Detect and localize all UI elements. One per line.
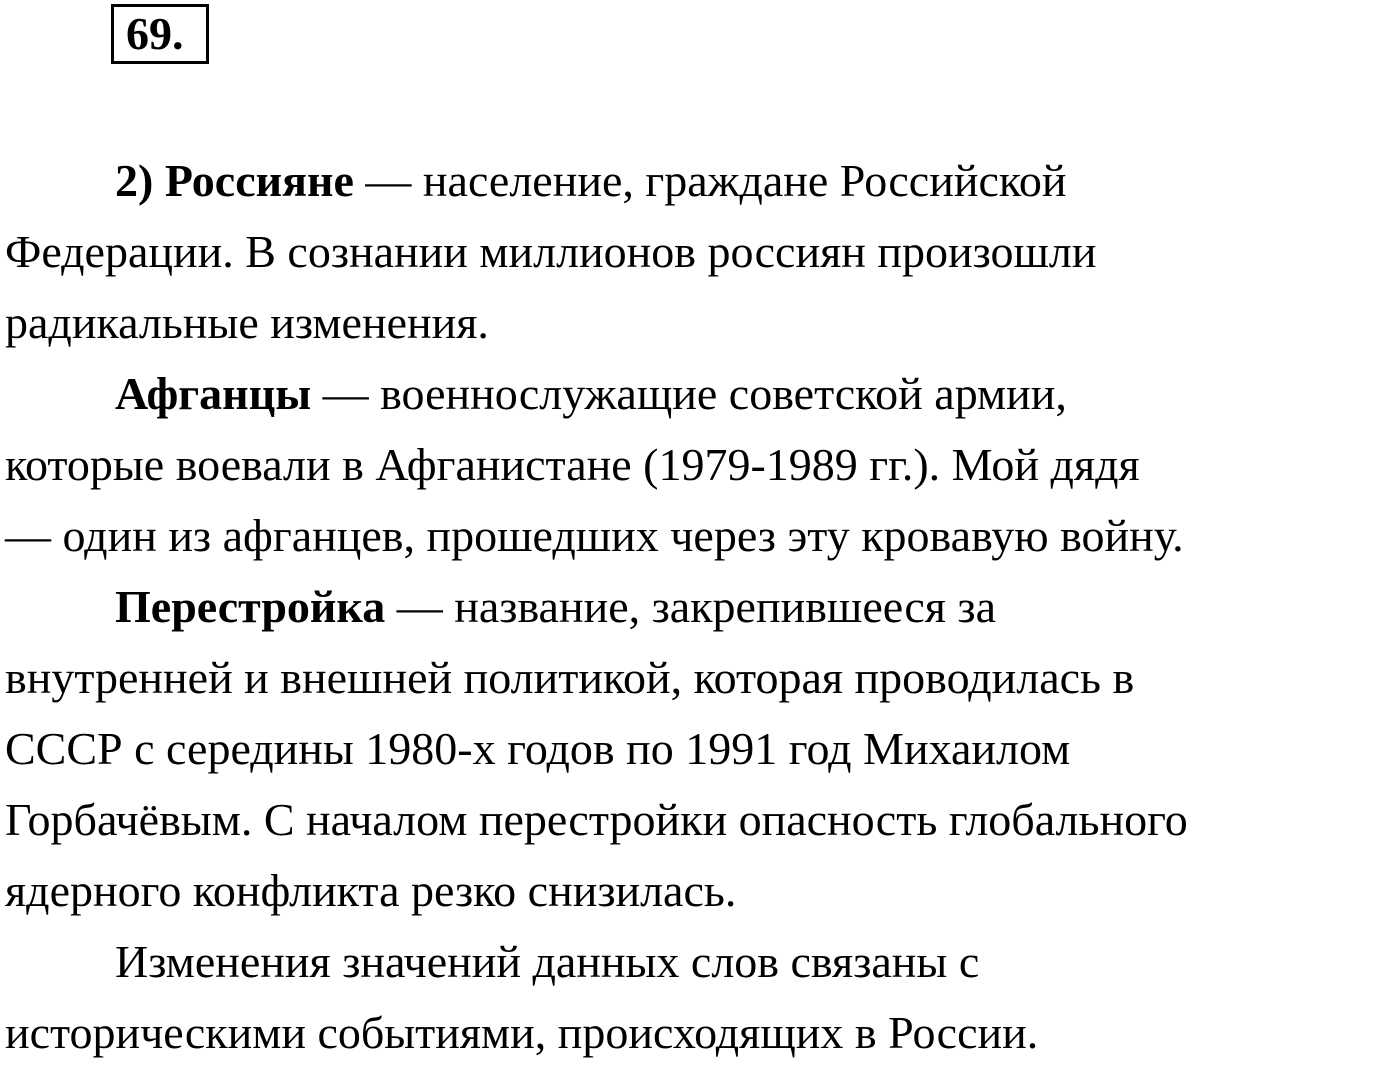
text-line: историческими событиями, происходящих в России. — [5, 1007, 1039, 1058]
term-afgantsy: Афганцы — [115, 368, 312, 419]
definition-text: — военнослужащие советской армии, — [311, 368, 1067, 419]
text-line: которые воевали в Афганистане (1979-1989 гг.). Мой дядя — [5, 439, 1140, 490]
text-line: Федерации. В сознании миллионов россиян произошли — [5, 226, 1097, 277]
text-line: — один из афганцев, прошедших через эту кровавую войну. — [5, 510, 1184, 561]
text-line: внутренней и внешней политикой, которая проводилась в — [5, 652, 1135, 703]
text-line: Горбачёвым. С началом перестройки опасность глобального — [5, 794, 1188, 845]
term-rossiyane: 2) Россияне — [115, 155, 354, 206]
definition-text: — население, граждане Российской — [353, 155, 1067, 206]
answer-text — [5, 145, 1400, 1068]
text-line: ядерного конфликта резко снизилась. — [5, 865, 737, 916]
text-line: радикальные изменения. — [5, 297, 489, 348]
text-line — [5, 145, 1400, 216]
text-line: Изменения значений данных слов связаны с — [115, 936, 980, 987]
text-line — [5, 358, 1400, 429]
text-line: СССР с середины 1980-х годов по 1991 год Михаилом — [5, 723, 1071, 774]
task-number-box: 69. — [111, 4, 209, 64]
term-perestroyka: Перестройка — [115, 581, 386, 632]
text-line — [5, 571, 1400, 642]
definition-text: — название, закрепившееся за — [385, 581, 996, 632]
